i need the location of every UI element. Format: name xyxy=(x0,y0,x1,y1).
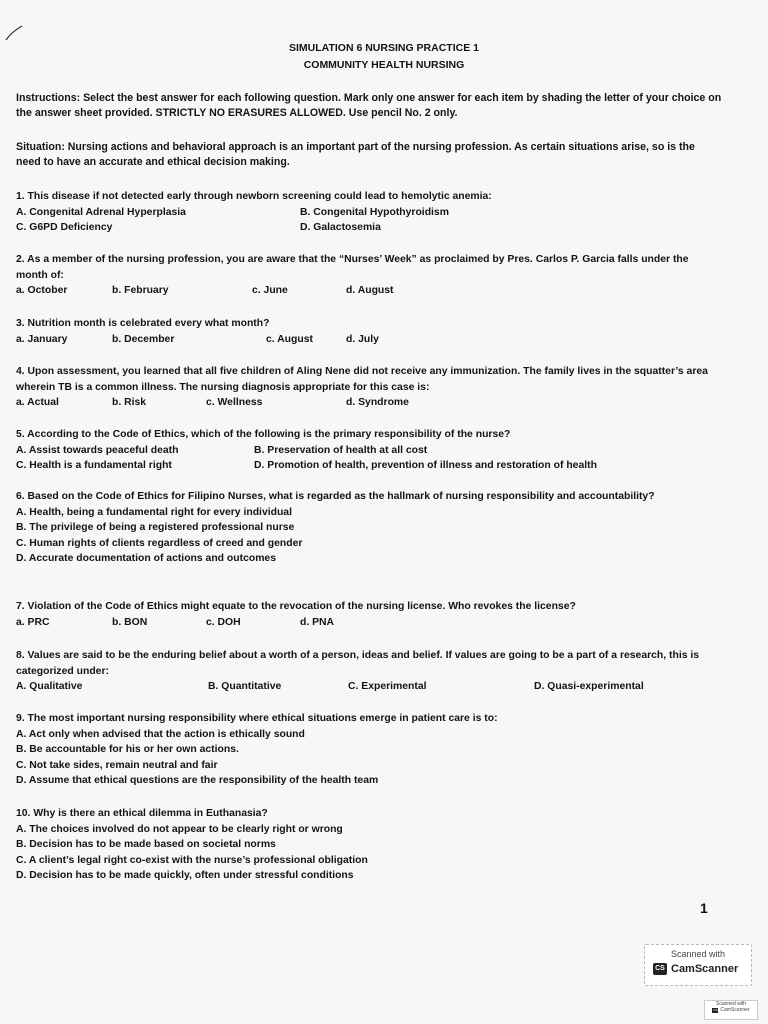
question-10 xyxy=(16,806,722,884)
option-c: C. A client’s legal right co-exist with the nurse’s professional obligation xyxy=(16,854,368,866)
option-d: D. Promotion of health, prevention of illness and restoration of health xyxy=(254,460,597,471)
scanner-mini-caption: Scanned with xyxy=(715,1001,747,1007)
option-b: B. Be accountable for his or her own actions. xyxy=(16,744,239,755)
question-stem: 10. Why is there an ethical dilemma in Euthanasia? xyxy=(16,808,268,819)
instructions-text: Instructions: Select the best answer for each following question. Mark only one answer for each item by shading the letter of your choice on the answer sheet provided. STRICTLY NO ERASURES ALLOWED. Use pencil No. 2 only. xyxy=(16,92,722,119)
question-stem: 8. Values are said to be the enduring belief about a worth of a person, ideas and belief. If values are going to be a part of a research, this is categorized under: xyxy=(16,650,700,677)
scanner-mini-brand: CamScanner xyxy=(720,1007,750,1013)
option-a: A. Congenital Adrenal Hyperplasia xyxy=(16,206,186,218)
option-b: B. The privilege of being a registered professional nurse xyxy=(16,522,295,533)
question-stem: 3. Nutrition month is celebrated every what month? xyxy=(16,318,270,329)
option-c: c. June xyxy=(252,285,288,296)
scanner-watermark-badge xyxy=(644,944,752,986)
scanner-mini-watermark xyxy=(704,1000,758,1020)
question-3 xyxy=(16,316,722,347)
option-a: a. PRC xyxy=(16,616,50,628)
pencil-stroke-mark xyxy=(4,24,24,42)
question-stem: 6. Based on the Code of Ethics for Filipino Nurses, what is regarded as the hallmark of nursing responsibility and accountability? xyxy=(16,491,655,502)
option-b: B. Decision has to be made based on societal norms xyxy=(16,839,276,850)
option-a: A. The choices involved do not appear to be clearly right or wrong xyxy=(16,823,343,835)
page-number: 1 xyxy=(700,900,708,916)
option-c: C. Health is a fundamental right xyxy=(16,460,172,471)
option-c: c. August xyxy=(266,333,313,345)
question-8 xyxy=(16,648,722,695)
exam-title: SIMULATION 6 NURSING PRACTICE 1 xyxy=(289,42,479,54)
exam-subtitle: COMMUNITY HEALTH NURSING xyxy=(303,59,465,71)
option-a: A. Qualitative xyxy=(16,681,83,692)
option-b: b. February xyxy=(112,285,169,296)
option-c: C. G6PD Deficiency xyxy=(16,222,113,233)
scanner-mini-brand-row xyxy=(705,1007,757,1013)
option-d: D. Decision has to be made quickly, often under stressful conditions xyxy=(16,870,354,881)
question-stem: 5. According to the Code of Ethics, which of the following is the primary responsibility of the nurse? xyxy=(16,429,511,440)
option-a: a. January xyxy=(16,333,68,345)
question-stem: 9. The most important nursing responsibility where ethical situations emerge in patient care is to: xyxy=(16,713,498,724)
option-d: D. Accurate documentation of actions and outcomes xyxy=(16,553,276,564)
scanner-badge-caption: Scanned with xyxy=(670,949,726,959)
scanner-badge-brand-row xyxy=(653,963,738,975)
option-c: c. DOH xyxy=(206,616,241,628)
question-7 xyxy=(16,599,722,630)
question-stem: 1. This disease if not detected early through newborn screening could lead to hemolytic anemia: xyxy=(16,191,492,202)
camscanner-mini-logo-icon: CS xyxy=(713,1007,718,1012)
option-d: d. August xyxy=(346,285,394,296)
option-c: C. Experimental xyxy=(348,681,427,692)
option-d: d. July xyxy=(346,333,379,345)
question-5 xyxy=(16,427,722,474)
camscanner-logo-icon: CS xyxy=(653,963,667,975)
question-2 xyxy=(16,252,722,299)
option-b: B. Congenital Hypothyroidism xyxy=(300,206,449,218)
scanner-badge-brand: CamScanner xyxy=(671,963,739,975)
question-stem: 7. Violation of the Code of Ethics might equate to the revocation of the nursing license. Who revokes the license? xyxy=(16,601,576,612)
option-c: c. Wellness xyxy=(206,397,263,408)
option-b: B. Quantitative xyxy=(208,681,282,692)
option-b: b. BON xyxy=(112,616,148,628)
option-c: C. Not take sides, remain neutral and fair xyxy=(16,759,218,771)
option-a: A. Health, being a fundamental right for every individual xyxy=(16,506,292,518)
option-a: a. October xyxy=(16,285,68,296)
option-b: b. December xyxy=(112,333,175,345)
question-4 xyxy=(16,364,722,411)
option-a: A. Act only when advised that the action is ethically sound xyxy=(16,728,305,740)
question-stem: 2. As a member of the nursing profession, you are aware that the “Nurses’ Week” as proclaimed by Pres. Carlos P. Garcia falls under the month of: xyxy=(16,254,689,281)
option-a: a. Actual xyxy=(16,397,59,408)
question-9 xyxy=(16,711,722,789)
option-d: d. PNA xyxy=(300,616,335,628)
option-a: A. Assist towards peaceful death xyxy=(16,444,179,456)
question-1 xyxy=(16,189,722,236)
option-c: C. Human rights of clients regardless of creed and gender xyxy=(16,537,303,549)
option-b: B. Preservation of health at all cost xyxy=(254,444,428,456)
option-d: D. Assume that ethical questions are the responsibility of the health team xyxy=(16,775,379,786)
situation-text: Situation: Nursing actions and behavioral approach is an important part of the nursing profession. As certain situations arise, so is the need to have an accurate and ethical decision making. xyxy=(16,141,695,168)
option-d: d. Syndrome xyxy=(346,397,409,408)
question-stem: 4. Upon assessment, you learned that all five children of Aling Nene did not receive any immunization. The family lives in the squatter’s area wherein TB is a common illness. The nursing diagnosis appropriate for this case is: xyxy=(16,366,708,393)
option-d: D. Quasi-experimental xyxy=(534,681,644,692)
option-b: b. Risk xyxy=(112,397,147,408)
option-d: D. Galactosemia xyxy=(300,222,381,233)
question-6 xyxy=(16,489,722,567)
